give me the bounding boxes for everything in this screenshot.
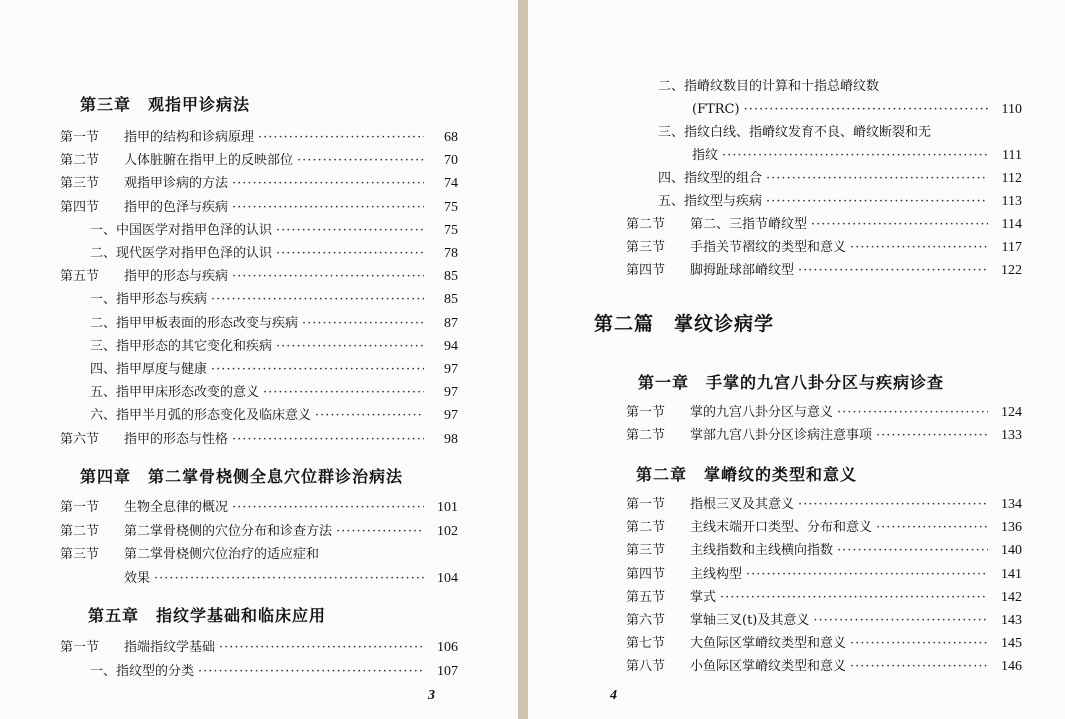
section-label: 第一节 (626, 405, 666, 420)
toc-row (60, 522, 458, 542)
entry-title: 第二掌骨桡侧的穴位分布和诊查方法 (124, 523, 333, 539)
page-ref: 134 (1001, 497, 1022, 512)
entry-title: 三、指甲形态的其它变化和疾病 (90, 338, 273, 354)
entry-title: 指甲的色泽与疾病 (124, 199, 229, 215)
toc-row (60, 498, 458, 518)
page-ref: 85 (444, 292, 458, 308)
toc-row (60, 406, 458, 426)
entry-title: 一、中国医学对指甲色泽的认识 (90, 222, 273, 238)
entry-title: 四、指甲厚度与健康 (90, 362, 208, 377)
dot-leader (876, 518, 988, 538)
entry-title: 主线构型 (690, 566, 743, 582)
section-label: 第五节 (60, 269, 100, 285)
dot-leader (154, 569, 424, 589)
page-ref: 97 (444, 385, 458, 401)
toc-row (626, 403, 1022, 423)
toc-row (626, 611, 1022, 631)
dot-leader (850, 238, 988, 258)
page-ref: 145 (1001, 636, 1022, 652)
dot-leader (336, 522, 424, 542)
page-ref: 97 (444, 408, 458, 424)
page-ref: 101 (437, 500, 458, 515)
toc-row (60, 174, 458, 194)
toc-row (60, 638, 458, 658)
dot-leader (258, 128, 424, 148)
dot-leader (315, 406, 424, 426)
dot-leader (798, 495, 988, 515)
page-ref: 78 (444, 246, 458, 261)
toc-row (60, 244, 458, 264)
entry-title: 指根三叉及其意义 (690, 497, 795, 512)
entry-title: 人体脏腑在指甲上的反映部位 (124, 153, 294, 169)
dot-leader (232, 498, 424, 518)
dot-leader (720, 588, 988, 608)
page-ref: 140 (1001, 543, 1022, 559)
toc-row (626, 634, 1022, 654)
section-label: 第二节 (626, 520, 666, 536)
section-label: 第一节 (60, 500, 100, 515)
section-label: 第五节 (626, 589, 666, 605)
page-ref: 68 (444, 130, 458, 145)
page-ref: 142 (1001, 589, 1022, 605)
page-ref: 141 (1001, 566, 1022, 582)
toc-row (626, 238, 1022, 258)
dot-leader (798, 261, 988, 281)
page-ref: 107 (437, 663, 458, 679)
entry-title: 脚拇趾球部嵴纹型 (690, 263, 795, 278)
dot-leader (722, 146, 988, 166)
entry-title: 二、指嵴纹数目的计算和十指总嵴纹数 (658, 79, 880, 94)
toc-row (60, 662, 458, 682)
dot-leader (811, 215, 988, 235)
dot-leader (232, 267, 424, 287)
entry-title: 指甲的形态与疾病 (124, 269, 229, 285)
page-ref: 133 (1001, 428, 1022, 443)
entry-title: 一、指纹型的分类 (90, 663, 195, 679)
chapter-5-heading: 第五章 指纹学基础和临床应用 (88, 606, 327, 625)
page-ref: 122 (1001, 263, 1022, 278)
section-label: 第一节 (626, 497, 666, 512)
section-label: 第三节 (626, 543, 666, 559)
dot-leader (766, 192, 988, 212)
dot-leader (297, 151, 424, 171)
entry-title: 主线指数和主线横向指数 (690, 543, 834, 559)
toc-row (626, 123, 1022, 143)
entry-title: 手指关节褶纹的类型和意义 (690, 240, 847, 255)
section-label: 第二节 (60, 523, 100, 539)
toc-row (60, 151, 458, 171)
page-ref: 75 (444, 222, 458, 238)
page-ref: 75 (444, 199, 458, 215)
entry-title: 掌式 (690, 589, 717, 605)
dot-leader (837, 403, 988, 423)
dot-leader (276, 337, 424, 357)
entry-title: (FTRC) (692, 102, 740, 117)
toc-row (60, 337, 458, 357)
dot-leader (232, 430, 424, 450)
page-ref: 102 (437, 523, 458, 539)
page-ref: 98 (444, 431, 458, 447)
page-number-right: 4 (610, 688, 617, 703)
section-label: 第六节 (626, 613, 666, 628)
entry-title: 第二、三指节嵴纹型 (690, 217, 808, 232)
right-page (528, 0, 1065, 719)
dot-leader (232, 198, 424, 218)
dot-leader (219, 638, 424, 658)
page-ref: 85 (444, 269, 458, 285)
page-ref: 70 (444, 153, 458, 169)
page-ref: 110 (1001, 102, 1022, 117)
entry-title: 小鱼际区掌嵴纹类型和意义 (690, 659, 847, 675)
toc-row (60, 221, 458, 241)
dot-leader (876, 426, 988, 446)
dot-leader (211, 290, 424, 310)
toc-row (60, 430, 458, 450)
toc-row (60, 360, 458, 380)
toc-row (60, 383, 458, 403)
toc-row (626, 426, 1022, 446)
section-label: 第四节 (626, 566, 666, 582)
page-ref: 106 (437, 640, 458, 655)
toc-row (626, 518, 1022, 538)
toc-row (626, 261, 1022, 281)
page-ref: 112 (1001, 171, 1022, 186)
chapter-2-heading: 第二章 掌嵴纹的类型和意义 (636, 465, 858, 484)
toc-row (60, 290, 458, 310)
page-ref: 97 (444, 362, 458, 377)
section-label: 第二节 (626, 217, 666, 232)
section-label: 第六节 (60, 431, 100, 447)
toc-row (626, 541, 1022, 561)
entry-title: 指甲的结构和诊病原理 (124, 130, 255, 145)
dot-leader (850, 657, 988, 677)
section-label: 第三节 (60, 547, 100, 562)
entry-title: 主线末端开口类型、分布和意义 (690, 520, 873, 536)
dot-leader (211, 360, 424, 380)
toc-row (626, 215, 1022, 235)
page-ref: 117 (1001, 240, 1022, 255)
entry-title: 指纹 (692, 148, 719, 163)
entry-title: 第二掌骨桡侧穴位治疗的适应症和 (124, 547, 320, 562)
page-ref: 124 (1001, 405, 1022, 420)
section-label: 第二节 (60, 153, 100, 169)
page-ref: 104 (437, 570, 458, 586)
dot-leader (746, 565, 988, 585)
entry-title: 五、指纹型与疾病 (658, 194, 763, 209)
entry-title: 指甲的形态与性格 (124, 431, 229, 447)
entry-title: 大鱼际区掌嵴纹类型和意义 (690, 636, 847, 652)
toc-row (60, 569, 458, 589)
chapter-4-heading: 第四章 第二掌骨桡侧全息穴位群诊治病法 (80, 467, 404, 486)
entry-title: 掌轴三叉(t)及其意义 (690, 613, 810, 628)
entry-title: 二、现代医学对指甲色泽的认识 (90, 246, 273, 261)
entry-title: 一、指甲形态与疾病 (90, 292, 208, 308)
left-page (0, 0, 518, 719)
page-ref: 136 (1001, 520, 1022, 536)
page-ref: 74 (444, 176, 458, 192)
dot-leader (276, 244, 424, 264)
section-label: 第二节 (626, 428, 666, 443)
page-ref: 87 (444, 315, 458, 331)
dot-leader (263, 383, 424, 403)
toc-row (626, 77, 1022, 97)
page-number-left: 3 (428, 688, 435, 703)
toc-row (626, 146, 1022, 166)
page-ref: 113 (1001, 194, 1022, 209)
dot-leader (276, 221, 424, 241)
chapter-1-heading: 第一章 手掌的九宫八卦分区与疾病诊查 (638, 373, 945, 392)
dot-leader (302, 314, 424, 334)
toc-row (626, 588, 1022, 608)
entry-title: 掌的九宫八卦分区与意义 (690, 405, 834, 420)
dot-leader (813, 611, 988, 631)
dot-leader (744, 100, 988, 120)
toc-row (626, 100, 1022, 120)
dot-leader (850, 634, 988, 654)
dot-leader (198, 662, 424, 682)
page-ref: 111 (1002, 148, 1022, 163)
section-label: 第一节 (60, 640, 100, 655)
entry-title: 三、指纹白线、指嵴纹发育不良、嵴纹断裂和无 (658, 125, 932, 140)
entry-title: 指端指纹学基础 (124, 640, 216, 655)
entry-title: 四、指纹型的组合 (658, 171, 763, 186)
toc-row (60, 314, 458, 334)
section-label: 第四节 (60, 199, 100, 215)
entry-title: 二、指甲甲板表面的形态改变与疾病 (90, 315, 299, 331)
entry-title: 效果 (124, 570, 151, 586)
dot-leader (232, 174, 424, 194)
page-ref: 114 (1001, 217, 1022, 232)
entry-title: 掌部九宫八卦分区诊病注意事项 (690, 428, 873, 443)
toc-row (60, 545, 458, 565)
chapter-3-heading: 第三章 观指甲诊病法 (80, 95, 251, 114)
section-label: 第一节 (60, 130, 100, 145)
toc-row (626, 495, 1022, 515)
part-2-heading: 第二篇 掌纹诊病学 (594, 313, 775, 335)
page-ref: 94 (444, 338, 458, 354)
section-label: 第八节 (626, 659, 666, 675)
toc-row (60, 267, 458, 287)
book-gutter (518, 0, 528, 719)
section-label: 第三节 (60, 176, 100, 192)
section-label: 第三节 (626, 240, 666, 255)
toc-row (60, 198, 458, 218)
entry-title: 观指甲诊病的方法 (124, 176, 229, 192)
section-label: 第四节 (626, 263, 666, 278)
entry-title: 六、指甲半月弧的形态变化及临床意义 (90, 408, 312, 424)
entry-title: 生物全息律的概况 (124, 500, 229, 515)
toc-row (60, 128, 458, 148)
toc-row (626, 565, 1022, 585)
dot-leader (837, 541, 988, 561)
dot-leader (766, 169, 988, 189)
page-ref: 146 (1001, 659, 1022, 675)
toc-row (626, 657, 1022, 677)
page-ref: 143 (1001, 613, 1022, 628)
toc-row (626, 169, 1022, 189)
entry-title: 五、指甲甲床形态改变的意义 (90, 385, 260, 401)
toc-row (626, 192, 1022, 212)
section-label: 第七节 (626, 636, 666, 652)
